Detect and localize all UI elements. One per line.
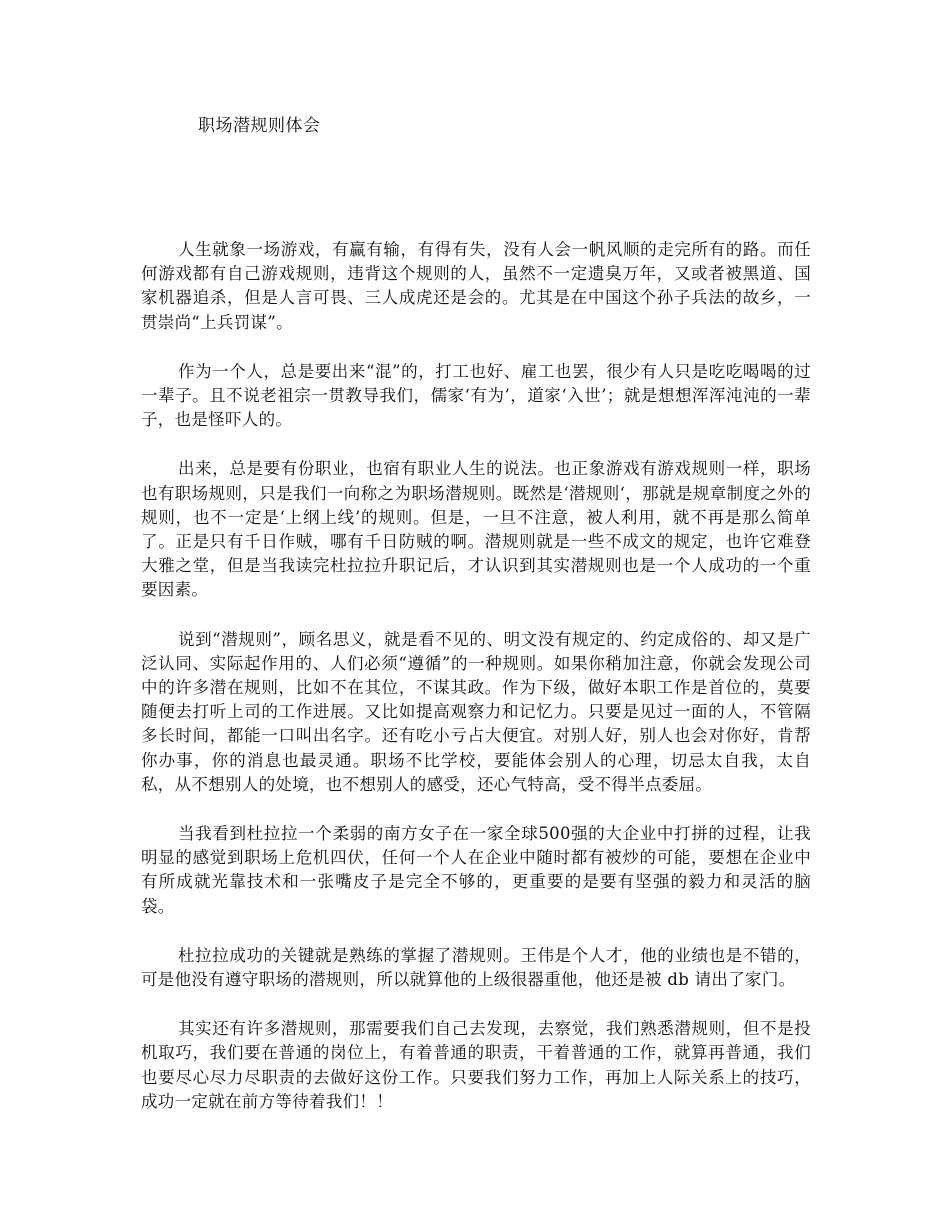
paragraph-1: 人生就象一场游戏，有赢有输，有得有失，没有人会一帆风顺的走完所有的路。而任何游戏都有自己游戏规则，违背这个规则的人，虽然不一定遗臭万年，又或者被黑道、国家机器追杀，但是人言可畏、三人成虎还是会的。尤其是在中国这个孙子兵法的故乡，一贯崇尚“上兵罚谋”。 bbox=[141, 240, 811, 332]
paragraph-5: 当我看到杜拉拉一个柔弱的南方女子在一家全球500强的大企业中打拼的过程，让我明显的感觉到职场上危机四伏，任何一个人在企业中随时都有被炒的可能，要想在企业中有所成就光靠技术和一张嘴皮子是完全不够的，更重要的是要有坚强的毅力和灵活的脑袋。 bbox=[141, 824, 811, 916]
paragraph-6: 杜拉拉成功的关键就是熟练的掌握了潜规则。王伟是个人才，他的业绩也是不错的，可是他没有遵守职场的潜规则，所以就算他的上级很器重他，他还是被 db 请出了家门。 bbox=[141, 945, 811, 990]
document-title: 职场潜规则体会 bbox=[198, 116, 321, 136]
paragraph-4: 说到“潜规则”，顾名思义，就是看不见的、明文没有规定的、约定成俗的、却又是广泛认同、实际起作用的、人们必须“遵循”的一种规则。如果你稍加注意，你就会发现公司中的许多潜在规则，比如不在其位，不谋其政。作为下级，做好本职工作是首位的，莫要随便去打听上司的工作进展。又比如提高观察力和记忆力。只要是见过一面的人，不管隔多长时间，都能一口叫出名字。还有吃小亏占大便宜。对别人好，别人也会对你好，肯帮你办事，你的消息也最灵通。职场不比学校，要能体会别人的心理，切忌太自我，太自私，从不想别人的处境，也不想别人的感受，还心气特高，受不得半点委屈。 bbox=[141, 629, 811, 794]
paragraph-3: 出来，总是要有份职业，也宿有职业人生的说法。也正象游戏有游戏规则一样，职场也有职场规则，只是我们一向称之为职场潜规则。既然是‘潜规则‘，那就是规章制度之外的规则，也不一定是‘上纲上线’的规则。但是，一旦不注意，被人利用，就不再是那么简单了。正是只有千日作贼，哪有千日防贼的啊。潜规则就是一些不成文的规定，也许它难登大雅之堂，但是当我读完杜拉拉升职记后，才认识到其实潜规则也是一个人成功的一个重要因素。 bbox=[141, 459, 811, 600]
document-body bbox=[141, 238, 811, 1139]
paragraph-7: 其实还有许多潜规则，那需要我们自己去发现，去察觉，我们熟悉潜规则，但不是投机取巧，我们要在普通的岗位上，有着普通的职责，干着普通的工作，就算再普通，我们也要尽心尽力尽职责的去做好这份工作。只要我们努力工作，再加上人际关系上的技巧，成功一定就在前方等待着我们！！ bbox=[141, 1019, 811, 1111]
paragraph-2: 作为一个人，总是要出来“混”的，打工也好、雇工也罢，很少有人只是吃吃喝喝的过一辈子。且不说老祖宗一贯教导我们，儒家‘有为’，道家‘入世’；就是想想浑浑沌沌的一辈子，也是怪吓人的。 bbox=[141, 361, 811, 430]
